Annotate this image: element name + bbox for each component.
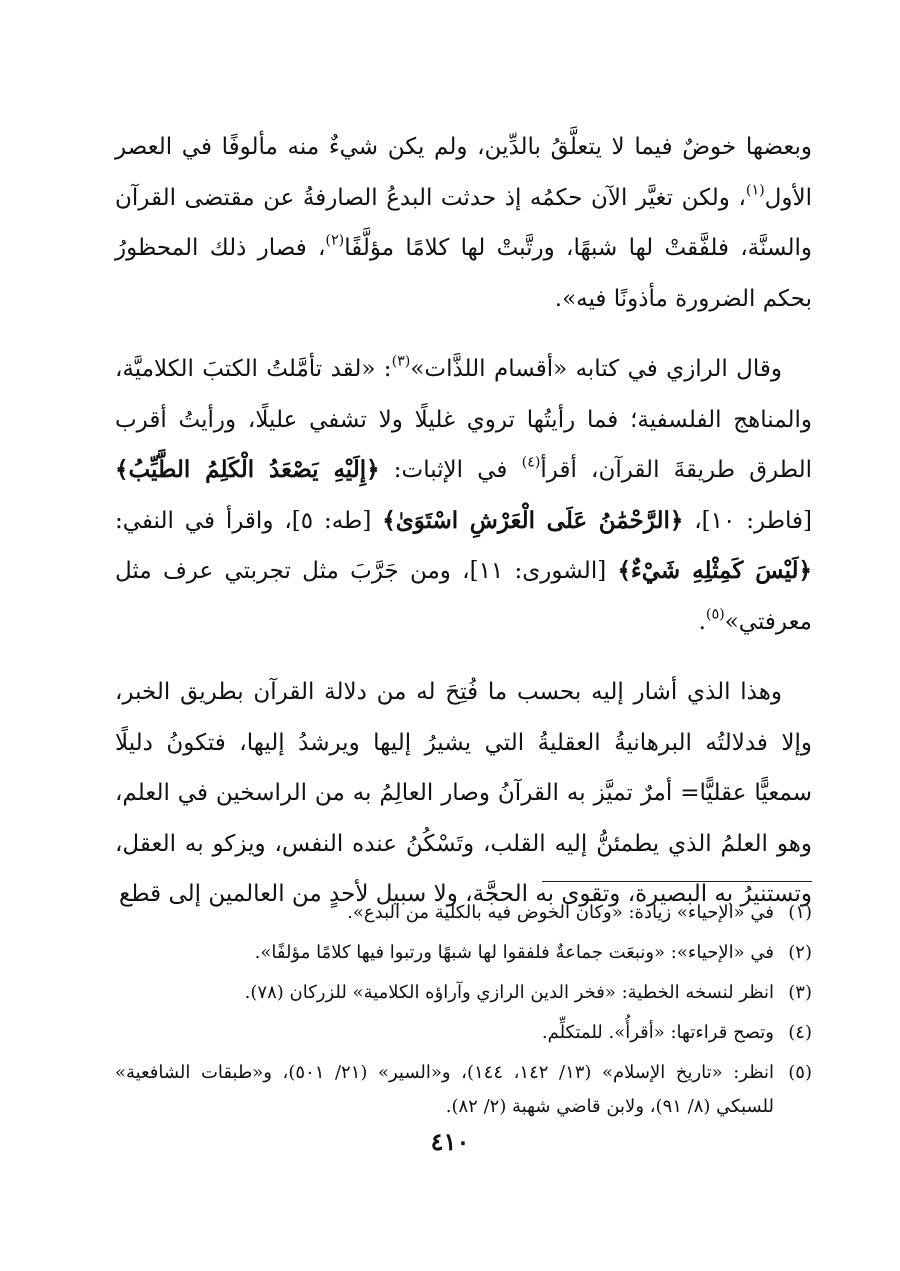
text-run: ، ولكن تغيَّر الآن حكمُه إذ حدثت البدعُ الصارفةُ عن مقتضى القرآن والسنَّة، فلفَّقتْ لها شبهًا، ورتَّبتْ لها كلامًا مؤلَّفًا [115, 184, 812, 261]
footnote-text: وتصح قراءتها: «أقرأُ». للمتكلِّم. [541, 1022, 774, 1043]
footnote-1 [115, 896, 812, 930]
footnote-4 [115, 1016, 812, 1050]
footnotes [115, 896, 812, 1130]
footnote-2 [115, 936, 812, 970]
paragraph-2 [115, 344, 812, 647]
paragraph-3: وهذا الذي أشار إليه بحسب ما فُتِحَ له من دلالة القرآن بطريق الخبر، وإلا فدلالتُه البرهانيةُ العقليةُ التي يشيرُ إليها ويرشدُ إليها، فتكونُ دليلًا سمعيًّا عقليًّا= أمرٌ تميَّز به القرآنُ وصار العالِمُ به من الراسخين في العلم، وهو العلمُ الذي يطمئنُّ إليه القلب، وتَسْكُنُ عنده النفس، ويزكو به العقل، وتستنيرُ به البصيرة، وتقوى به الحجَّة، ولا سبيل لأحدٍ من العالمين إلى قطع [115, 679, 812, 907]
footnote-text: انظر: «تاريخ الإسلام» (١٣/ ١٤٢، ١٤٤)، و«السير» (٢١/ ٥٠١)، و«طبقات الشافعية» للسبكي (٨/ ٩١)، ولابن قاضي شهبة (٢/ ٨٢). [115, 1062, 775, 1117]
text-run: وقال الرازي في كتابه «أقسام اللذَّات» [410, 356, 783, 382]
verse-reference: [الشورى: ١١]، ومن جَرَّبَ مثل تجربتي عرف مثل معرفتي» [115, 558, 812, 635]
text-run: في الإثبات: [379, 457, 522, 483]
footnote-number: (٤) [788, 1022, 812, 1043]
footnote-ref-4[interactable]: (٤) [521, 454, 541, 471]
footnote-divider [542, 881, 812, 882]
quran-verse: ﴿لَيْسَ كَمِثْلِهِ شَيْءٌ﴾ [617, 557, 812, 584]
footnote-3 [115, 976, 812, 1010]
footnote-number: (٥) [788, 1062, 812, 1083]
footnote-5 [115, 1056, 812, 1124]
text-run: وبعضها خوضٌ فيما لا يتعلَّقُ بالدِّين، ولم يكن شيءٌ منه مألوفًا في العصر الأول [115, 134, 812, 211]
main-text [115, 122, 812, 920]
footnote-ref-1[interactable]: (١) [745, 181, 765, 198]
verse-reference: [طه: ٥]، واقرأ في النفي: [115, 507, 383, 534]
footnote-text: انظر لنسخه الخطية: «فخر الدين الرازي وآراؤه الكلامية» للزركان (٧٨). [244, 982, 774, 1003]
text-run: ، فصار ذلك المحظورُ بحكم الضرورة مأذونًا فيه». [115, 235, 812, 312]
footnote-text: في «الإحياء»: «ونبعَت جماعةٌ فلفقوا لها شبهًا ورتبوا فيها كلامًا مؤلفًا». [254, 942, 774, 963]
footnote-ref-3[interactable]: (٣) [391, 353, 411, 370]
paragraph-1 [115, 122, 812, 324]
quran-verse: ﴿الرَّحْمَٰنُ عَلَى الْعَرْشِ اسْتَوَىٰ﴾ [382, 506, 684, 534]
verse-reference: [فاطر: ١٠]، [683, 507, 812, 534]
quran-verse: ﴿إِلَيْهِ يَصْعَدُ الْكَلِمُ الطَّيِّبُ﴾ [115, 456, 380, 483]
text-run: : «لقد تأمَّلتُ الكتبَ الكلاميَّة، والمناهج الفلسفية؛ فما رأيتُها تروي غليلًا ولا تشفي عليلًا، ورأيتُ أقرب الطرق طريقةَ القرآن، أقرأ [115, 356, 812, 483]
footnote-number: (٢) [788, 942, 812, 963]
page-number: ٤١٠ [430, 1127, 470, 1156]
text-run: . [698, 608, 706, 635]
footnote-number: (١) [788, 902, 812, 923]
footnote-ref-5[interactable]: (٥) [705, 605, 725, 622]
footnote-number: (٣) [788, 982, 812, 1003]
footnote-text: في «الإحياء» زيادة: «وكان الخوض فيه بالكلية من البدع». [347, 902, 774, 923]
footnote-ref-2[interactable]: (٢) [325, 232, 345, 249]
